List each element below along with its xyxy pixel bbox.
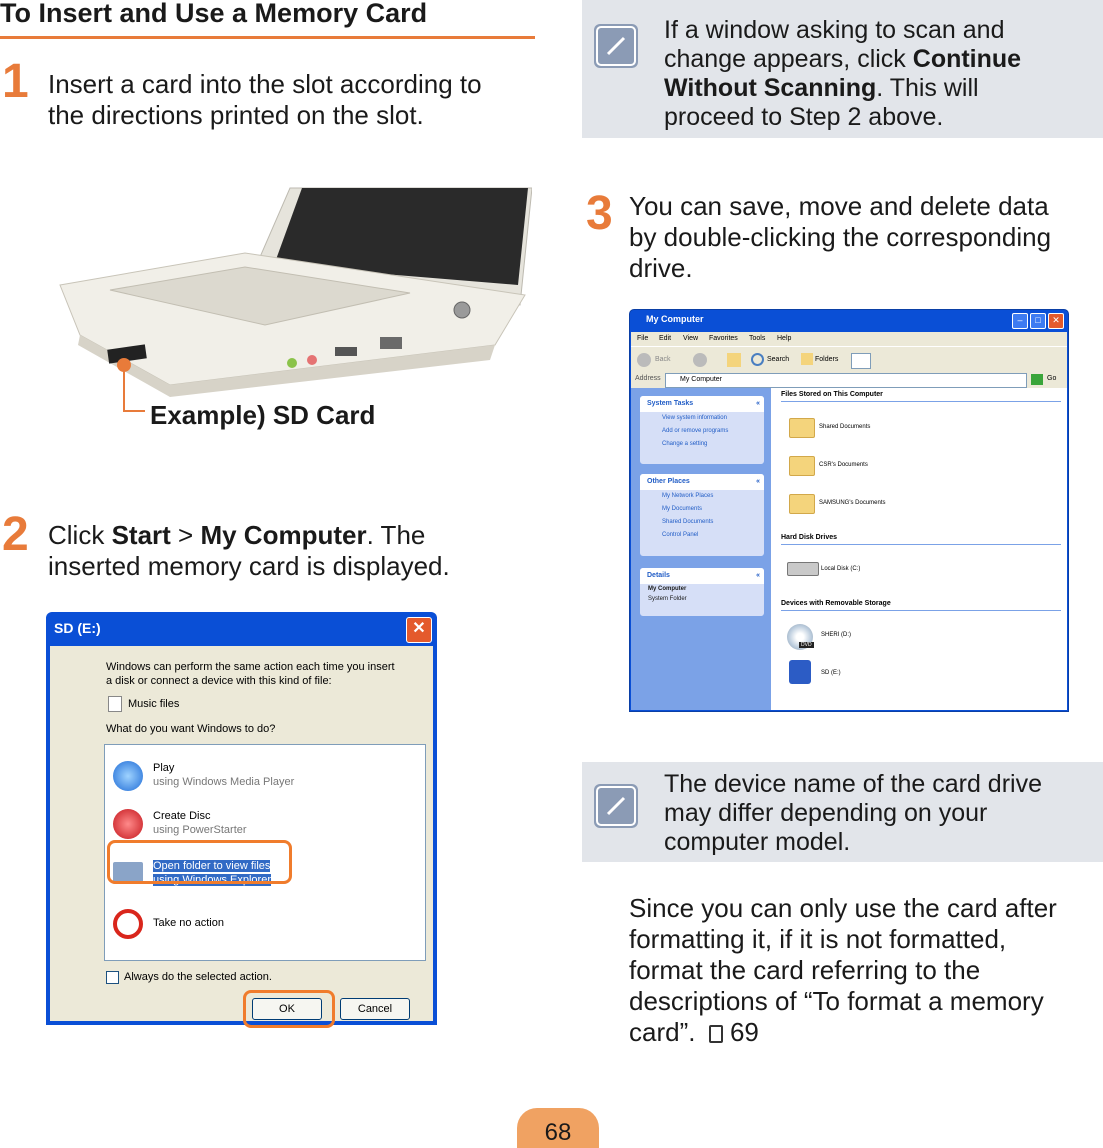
task-link[interactable]: Change a setting: [662, 441, 708, 447]
address-input[interactable]: [665, 373, 1027, 388]
menu-view[interactable]: View: [683, 335, 699, 342]
place-link[interactable]: Shared Documents: [662, 519, 714, 525]
dialog-intro-line-2: a disk or connect a device with this kind of file:: [106, 675, 332, 687]
address-bar: [631, 372, 1067, 388]
hard-disk-icon[interactable]: [787, 562, 819, 576]
option-subtitle: using Windows Media Player: [153, 776, 295, 788]
section-removable-header: Devices with Removable Storage: [781, 600, 891, 607]
dialog-title: SD (E:): [54, 620, 101, 636]
page-reference-number: 69: [729, 1017, 759, 1047]
sd-card-callout-label: Example) SD Card: [150, 400, 376, 430]
my-computer-label: My Computer: [200, 520, 367, 550]
folders-icon[interactable]: [801, 353, 813, 365]
panel-header[interactable]: [640, 396, 764, 412]
section-rule: [781, 610, 1061, 611]
step-3-line-1: You can save, move and delete data: [629, 191, 1049, 221]
note-1-line-2: [664, 45, 1021, 74]
paragraph-line-2: formatting it, if it is not formatted,: [629, 924, 1007, 954]
note-1-line-1: If a window asking to scan and: [664, 16, 1005, 44]
always-checkbox-label: Always do the selected action.: [124, 971, 272, 983]
dialog-body: [50, 646, 433, 1021]
section-hdd-header: Hard Disk Drives: [781, 534, 838, 541]
step-2-number: 2: [2, 508, 29, 561]
details-type: System Folder: [648, 596, 687, 602]
step-3-text: [629, 191, 1051, 284]
note-pencil-icon: [594, 784, 638, 828]
note-pencil-icon: [594, 24, 638, 68]
option-subtitle: using Windows Explorer: [153, 874, 271, 886]
collapse-icon[interactable]: «: [756, 478, 760, 485]
my-computer-window: [629, 309, 1069, 712]
dialog-intro-line-1: Windows can perform the same action each time you insert: [106, 661, 395, 673]
back-arrow-icon[interactable]: [637, 353, 651, 367]
step-1-number: 1: [2, 55, 29, 108]
panel-header[interactable]: [640, 474, 764, 490]
cancel-button[interactable]: Cancel: [340, 998, 410, 1020]
search-button[interactable]: Search: [767, 356, 790, 363]
option-title: Open folder to view files: [153, 860, 271, 872]
music-file-icon: [108, 696, 122, 712]
step-2-suffix: . The: [366, 520, 426, 550]
page-reference-icon: [709, 1025, 723, 1043]
start-label: Start: [111, 520, 171, 550]
option-play[interactable]: [113, 759, 413, 795]
samsung-documents-label[interactable]: SAMSUNG's Documents: [819, 500, 886, 506]
paragraph-line-5: [629, 1017, 1057, 1048]
local-disk-label[interactable]: Local Disk (C:): [821, 566, 861, 572]
collapse-icon[interactable]: «: [756, 572, 760, 579]
option-no-action[interactable]: [113, 907, 413, 943]
menu-file[interactable]: File: [637, 335, 649, 342]
panel-title: System Tasks: [647, 400, 694, 407]
up-folder-icon[interactable]: [727, 353, 741, 367]
section-rule: [781, 401, 1061, 402]
toolbar: [631, 346, 1067, 373]
paragraph-line-3: format the card referring to the: [629, 955, 981, 985]
note-2-line-2: may differ depending on your: [664, 799, 988, 827]
sheri-drive-label[interactable]: SHERI (D:): [821, 632, 851, 638]
section-rule: [781, 544, 1061, 545]
file-type-label: Music files: [128, 698, 180, 710]
system-tasks-panel: [640, 396, 764, 464]
step-3-line-3: drive.: [629, 253, 693, 283]
csr-documents-label[interactable]: CSR's Documents: [819, 462, 868, 468]
sd-drive-icon[interactable]: [789, 660, 811, 684]
note-box-2: [582, 762, 1103, 862]
step-2-separator: >: [170, 520, 201, 550]
ok-button[interactable]: OK: [252, 998, 322, 1020]
option-create-disc[interactable]: [113, 807, 413, 843]
option-title: Create Disc: [153, 810, 211, 822]
close-icon[interactable]: ✕: [406, 617, 432, 643]
highlight-open-folder: [107, 840, 292, 884]
dvd-badge: DVD: [801, 642, 812, 648]
always-checkbox[interactable]: [106, 971, 119, 984]
folder-icon[interactable]: [789, 456, 815, 476]
maximize-icon[interactable]: □: [1030, 313, 1046, 329]
dialog-question: What do you want Windows to do?: [106, 723, 276, 735]
menu-edit[interactable]: Edit: [659, 335, 672, 342]
media-player-icon: [113, 761, 143, 791]
menu-help[interactable]: Help: [777, 335, 792, 342]
folder-icon[interactable]: [789, 494, 815, 514]
step-1-line-2: the directions printed on the slot.: [48, 100, 424, 130]
step-3-number: 3: [586, 187, 613, 240]
no-action-icon: [113, 909, 143, 939]
highlight-ok: [243, 990, 335, 1028]
note-1-text: [664, 16, 1021, 132]
step-1-line-1: Insert a card into the slot according to: [48, 69, 482, 99]
step-2-text: [48, 520, 450, 582]
callout-line-horizontal: [123, 410, 145, 412]
paragraph-line-1: Since you can only use the card after: [629, 893, 1057, 923]
menu-bar: [631, 332, 1067, 346]
panel-title: Other Places: [647, 478, 690, 485]
note-2-line-3: computer model.: [664, 828, 851, 856]
note-1-line-2-text: change appears, click: [664, 45, 913, 73]
menu-favorites[interactable]: Favorites: [709, 335, 738, 342]
format-paragraph: [629, 893, 1057, 1048]
minimize-icon[interactable]: –: [1012, 313, 1028, 329]
note-box-1: [582, 0, 1103, 138]
note-1-line-4: proceed to Step 2 above.: [664, 103, 944, 131]
section-files-header: Files Stored on This Computer: [781, 391, 883, 398]
search-icon[interactable]: [751, 353, 764, 366]
place-link[interactable]: Control Panel: [662, 532, 699, 538]
laptop-illustration: [40, 185, 532, 400]
note-2-line-1: The device name of the card drive: [664, 770, 1042, 798]
section-title: To Insert and Use a Memory Card: [0, 0, 428, 28]
other-places-panel: [640, 474, 764, 556]
place-link[interactable]: My Network Places: [662, 493, 714, 499]
step-2-line-2: inserted memory card is displayed.: [48, 551, 450, 581]
window-content: [631, 388, 1067, 710]
collapse-icon[interactable]: «: [756, 400, 760, 407]
title-underline: [0, 36, 535, 39]
note-2-text: [664, 770, 1042, 857]
task-link[interactable]: View system information: [662, 415, 727, 421]
task-link[interactable]: Add or remove programs: [662, 428, 729, 434]
callout-line: [123, 365, 125, 412]
step-2-line-1: [48, 520, 450, 551]
step-3-line-2: by double-clicking the corresponding: [629, 222, 1052, 252]
continue-label: Continue: [912, 45, 1022, 73]
option-title: Take no action: [153, 917, 224, 929]
sd-drive-label[interactable]: SD (E:): [821, 670, 841, 676]
paragraph-line-4: descriptions of “To format a memory: [629, 986, 1044, 1016]
go-arrow-icon[interactable]: [1031, 374, 1043, 385]
menu-tools[interactable]: Tools: [749, 335, 766, 342]
panel-title: Details: [647, 572, 670, 579]
forward-arrow-icon[interactable]: [693, 353, 707, 367]
option-subtitle: using PowerStarter: [153, 824, 247, 836]
close-icon[interactable]: ✕: [1048, 313, 1064, 329]
task-pane: [631, 388, 771, 710]
disc-burn-icon: [113, 809, 143, 839]
folders-button[interactable]: Folders: [815, 356, 839, 363]
panel-header[interactable]: [640, 568, 764, 584]
option-title: Play: [153, 762, 175, 774]
note-1-line-3: [664, 74, 1021, 103]
step-2-prefix: Click: [48, 520, 112, 550]
address-label: Address: [635, 375, 661, 382]
note-1-line-3-text: . This will: [876, 74, 979, 102]
details-name: My Computer: [648, 586, 687, 592]
folder-icon[interactable]: [789, 418, 815, 438]
details-panel: [640, 568, 764, 616]
address-value: My Computer: [680, 376, 723, 383]
paragraph-line-5-text: card”.: [629, 1017, 696, 1047]
step-1-text: [48, 69, 482, 131]
dialog-intro: [106, 660, 395, 688]
back-label: Back: [655, 356, 671, 363]
shared-documents-label[interactable]: Shared Documents: [819, 424, 871, 430]
window-title: My Computer: [646, 314, 704, 324]
place-link[interactable]: My Documents: [662, 506, 703, 512]
without-scanning-label: Without Scanning: [664, 74, 877, 102]
views-icon[interactable]: [851, 353, 871, 369]
autoplay-dialog: [46, 612, 437, 1025]
page-number: 68: [544, 1119, 572, 1146]
go-button[interactable]: Go: [1047, 375, 1057, 382]
